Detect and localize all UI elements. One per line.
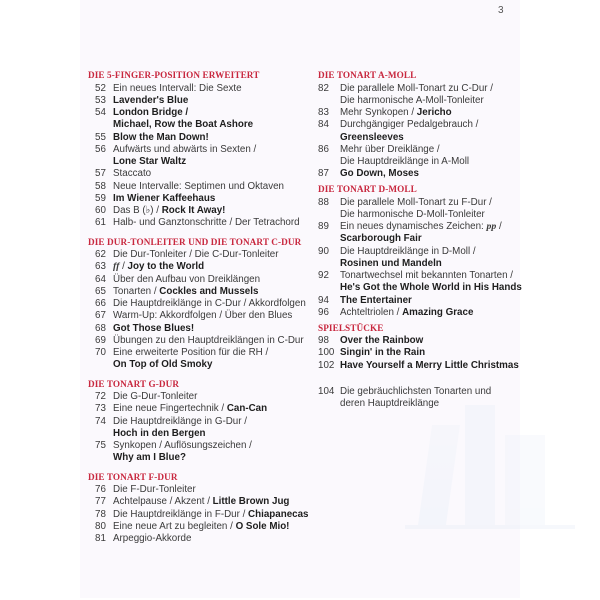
song-title: Lone Star Waltz (113, 156, 187, 167)
lesson-topic: Achtelpause / Akzent / (113, 496, 213, 508)
song-title: Lavender's Blue (113, 94, 189, 106)
song-title: He's Got the Whole World in His Hands (340, 282, 522, 294)
entry-title-line (113, 335, 304, 347)
lesson-topic: Eine neue Fingertechnik / (113, 403, 227, 415)
lesson-topic: Die F-Dur-Tonleiter (113, 484, 196, 495)
entry-title-line (113, 205, 225, 217)
song-title: Hoch in den Bergen (113, 427, 206, 439)
page-ref-number: 72 (95, 391, 106, 402)
section-heading: DIE 5-FINGER-POSITION ERWEITERT (88, 70, 260, 80)
entry-title-line (340, 282, 522, 294)
entry-title-line (113, 347, 268, 359)
entry-title-line (113, 193, 215, 205)
song-title: Rosinen und Mandeln (340, 257, 442, 269)
page-ref-number: 81 (95, 533, 106, 544)
song-title: Over the Rainbow (340, 335, 424, 346)
entry-title-line (113, 452, 186, 464)
section-heading: SPIELSTÜCKE (318, 322, 384, 333)
page-ref-number: 68 (95, 322, 106, 334)
dynamics-symbol: ff (113, 261, 120, 273)
entry-title-line (340, 168, 419, 180)
lesson-topic: Übungen zu den Hauptdreiklängen in C-Dur (113, 334, 304, 346)
page-ref-number: 90 (318, 245, 329, 257)
lesson-topic: Die harmonische D-Moll-Tonleiter (340, 208, 485, 220)
song-title: Why am I Blue? (113, 452, 186, 464)
page-ref-number: 53 (95, 94, 106, 106)
entry-title-line (340, 270, 513, 282)
lesson-topic: Ein neues dynamisches Zeichen: (340, 221, 487, 232)
entry-title-line (113, 509, 309, 521)
lesson-topic: Neue Intervalle: Septimen und Oktaven (113, 180, 285, 192)
page-ref-number: 104 (318, 385, 335, 397)
entry-title-line (113, 274, 260, 286)
page-ref-number: 82 (318, 82, 329, 94)
page-ref-number: 75 (95, 440, 106, 451)
lesson-topic: Die Dur-Tonleiter / Die C-Dur-Tonleiter (113, 249, 279, 260)
entry-title-line (113, 496, 289, 508)
lesson-topic: Die G-Dur-Tonleiter (113, 391, 198, 402)
song-title: Can-Can (226, 403, 268, 415)
page-ref-number: 66 (95, 298, 106, 309)
lesson-topic: / (119, 261, 128, 273)
page-ref-number: 64 (95, 273, 106, 285)
entry-title-line (113, 403, 267, 415)
page-ref-number: 98 (318, 335, 329, 346)
page-ref-number: 92 (318, 270, 329, 281)
entry-title-line (113, 323, 194, 335)
lesson-topic: Aufwärts und abwärts in Sexten / (113, 143, 257, 155)
page-ref-number: 65 (95, 285, 106, 297)
page-ref-number: 86 (318, 143, 329, 155)
page-ref-number: 62 (95, 249, 106, 260)
entry-title-line (113, 310, 292, 322)
song-title: Joy to the World (127, 261, 205, 273)
entry-title-line (340, 398, 439, 410)
faint-background-illustration (425, 405, 555, 530)
entry-title-line (113, 249, 279, 261)
entry-title-line (113, 156, 186, 168)
page-ref-number: 76 (95, 484, 106, 495)
entry-title-line (340, 335, 423, 347)
song-title: Greensleeves (340, 131, 404, 143)
page-ref-number: 69 (95, 334, 106, 346)
song-title: Little Brown Jug (212, 496, 290, 508)
page-ref-number: 52 (95, 82, 106, 94)
page-ref-number: 63 (95, 261, 106, 273)
page-ref-number: 89 (318, 221, 329, 232)
page-ref-number: 55 (95, 131, 106, 143)
page-ref-number: 100 (318, 347, 335, 359)
entry-title-line (340, 83, 493, 95)
song-title: O Sole Mio! (235, 520, 290, 532)
page-ref-number: 83 (318, 107, 329, 118)
song-title: Blow the Man Down! (113, 131, 209, 143)
page-ref-number: 94 (318, 294, 329, 306)
page-ref-number: 61 (95, 217, 106, 229)
lesson-topic: Die Hauptdreiklänge in C-Dur / Akkordfolgen (113, 298, 306, 309)
entry-title-line (113, 95, 188, 107)
song-title: Amazing Grace (402, 306, 474, 318)
page-ref-number: 80 (95, 520, 106, 532)
page-ref-number: 56 (95, 143, 106, 155)
page-ref-number: 73 (95, 403, 106, 415)
song-title: On Top of Old Smoky (113, 359, 213, 371)
page-ref-number: 84 (318, 119, 329, 131)
lesson-topic: Die harmonische A-Moll-Tonleiter (340, 94, 484, 106)
entry-title-line (113, 391, 197, 403)
entry-title-line (340, 144, 440, 156)
lesson-topic: Ein neues Intervall: Die Sexte (113, 82, 242, 94)
lesson-topic: Achteltriolen / (340, 306, 403, 318)
entry-title-line (340, 95, 484, 107)
lesson-topic: Durchgängiger Pedalgebrauch / (340, 119, 479, 131)
lesson-topic: Halb- und Ganztonschritte / Der Tetrachord (113, 217, 300, 229)
entry-title-line (340, 132, 404, 144)
entry-title-line (340, 347, 425, 359)
song-title: London Bridge / (113, 107, 189, 118)
lesson-topic: Die Hauptdreiklänge in D-Moll / (340, 245, 476, 257)
page-ref-number: 60 (95, 205, 106, 216)
entry-title-line (113, 416, 247, 428)
dynamics-symbol: pp (486, 221, 497, 232)
entry-title-line (113, 428, 206, 440)
song-title: Michael, Row the Boat Ashore (113, 119, 254, 131)
page-ref-number: 54 (95, 107, 106, 118)
song-title: Jericho (416, 107, 452, 118)
entry-title-line (113, 119, 253, 131)
entry-title-line (340, 307, 473, 319)
entry-title-line (340, 197, 492, 209)
song-title: Go Down, Moses (340, 168, 419, 180)
page-number: 3 (498, 5, 504, 16)
entry-title-line (340, 209, 485, 221)
song-title: Im Wiener Kaffeehaus (113, 192, 216, 204)
entry-title-line (340, 221, 502, 233)
lesson-topic: Die Hauptdreiklänge in A-Moll (340, 156, 470, 167)
entry-title-line (113, 440, 252, 452)
section-heading: DIE TONART F-DUR (88, 471, 178, 482)
entry-title-line (113, 168, 151, 180)
section-heading: DIE TONART D-MOLL (318, 184, 417, 194)
lesson-topic: / (496, 221, 502, 232)
section-heading: DIE TONART G-DUR (88, 378, 180, 389)
lesson-topic: Die parallele Moll-Tonart zu C-Dur / (340, 82, 493, 94)
song-title: Cockles and Mussels (159, 285, 259, 297)
lesson-topic: Das B (♭) / (113, 205, 162, 216)
entry-title-line (113, 286, 258, 298)
lesson-topic: Arpeggio-Akkorde (113, 533, 192, 544)
page-ref-number: 58 (95, 180, 106, 192)
entry-title-line (340, 107, 452, 119)
page-ref-number: 74 (95, 415, 106, 427)
song-title: Scarborough Fair (340, 233, 422, 245)
entry-title-line (340, 360, 519, 372)
page-ref-number: 57 (95, 168, 106, 180)
entry-title-line (113, 217, 300, 229)
song-title: The Entertainer (340, 294, 412, 306)
lesson-topic: Mehr Synkopen / (340, 107, 417, 118)
entry-title-line (113, 521, 289, 533)
lesson-topic: Die gebräuchlichsten Tonarten und (340, 385, 492, 397)
entry-title-line (113, 533, 191, 545)
lesson-topic: Tonarten / (113, 285, 160, 297)
entry-title-line (113, 132, 209, 144)
section-heading: DIE DUR-TONLEITER UND DIE TONART C-DUR (88, 236, 302, 247)
entry-title-line (340, 258, 442, 270)
lesson-topic: Synkopen / Auflösungszeichen / (113, 440, 252, 451)
lesson-topic: Die parallele Moll-Tonart zu F-Dur / (340, 196, 492, 208)
lesson-topic: Tonartwechsel mit bekannten Tonarten / (340, 270, 513, 281)
song-title: Singin' in the Rain (340, 347, 426, 359)
entry-title-line (113, 298, 306, 310)
page-ref-number: 78 (95, 508, 106, 520)
lesson-topic: Eine neue Art zu begleiten / (113, 520, 236, 532)
page-ref-number: 70 (95, 347, 106, 358)
song-title: Chiapanecas (248, 508, 309, 520)
lesson-topic: Die Hauptdreiklänge in F-Dur / (113, 508, 249, 520)
song-title: Got Those Blues! (113, 322, 195, 334)
entry-title-line (340, 233, 422, 245)
entry-title-line (340, 295, 412, 307)
entry-title-line (113, 83, 242, 95)
lesson-topic: Warm-Up: Akkordfolgen / Über den Blues (113, 310, 293, 322)
page-ref-number: 96 (318, 306, 329, 318)
entry-title-line (113, 107, 188, 119)
lesson-topic: Staccato (113, 168, 152, 180)
song-title: Rock It Away! (161, 205, 226, 216)
page-ref-number: 102 (318, 359, 335, 371)
lesson-topic: Die Hauptdreiklänge in G-Dur / (113, 415, 247, 427)
page-ref-number: 87 (318, 168, 329, 180)
lesson-topic: deren Hauptdreiklänge (340, 398, 440, 409)
entry-title-line (113, 359, 212, 371)
lesson-topic: Eine erweiterte Position für die RH / (113, 347, 269, 358)
page-ref-number: 59 (95, 192, 106, 204)
page-ref-number: 67 (95, 310, 106, 322)
lesson-topic: Über den Aufbau von Dreiklängen (113, 273, 261, 285)
song-title: Have Yourself a Merry Little Christmas (340, 359, 519, 371)
entry-title-line (113, 181, 284, 193)
entry-title-line (113, 484, 196, 496)
lesson-topic: Mehr über Dreiklänge / (340, 143, 440, 155)
section-heading: DIE TONART A-MOLL (318, 70, 417, 80)
entry-title-line (113, 261, 204, 273)
page-ref-number: 88 (318, 196, 329, 208)
entry-title-line (113, 144, 256, 156)
entry-title-line (340, 246, 476, 258)
page-ref-number: 77 (95, 496, 106, 508)
entry-title-line (340, 119, 478, 131)
entry-title-line (340, 156, 469, 168)
entry-title-line (340, 386, 491, 398)
